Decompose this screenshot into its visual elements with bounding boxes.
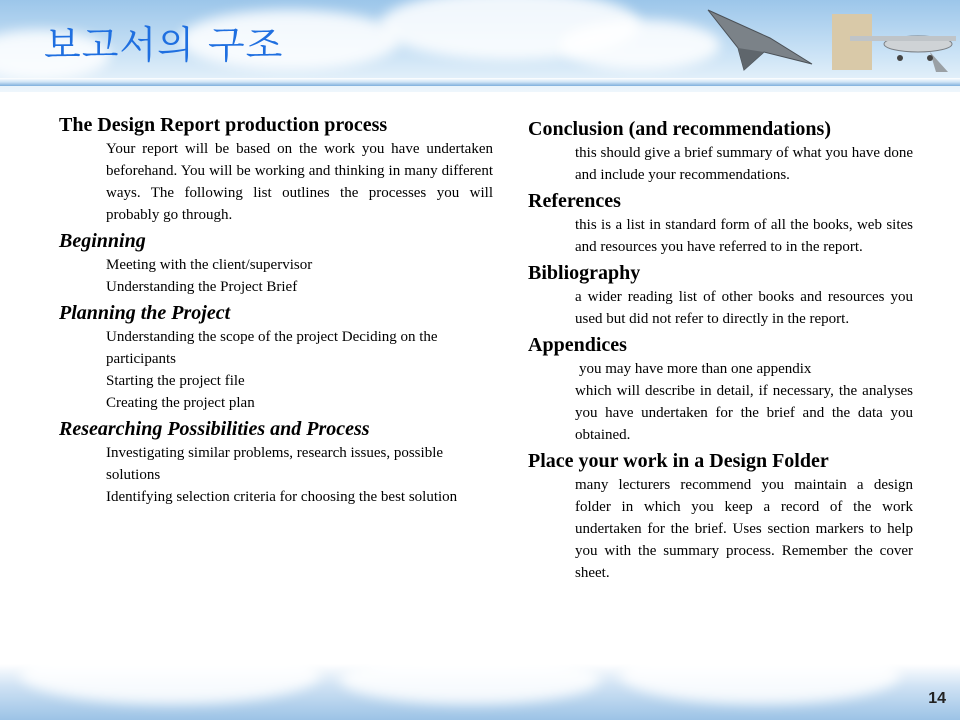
list-item: Creating the project plan: [106, 395, 255, 411]
section-heading: Appendices: [528, 334, 627, 356]
section-heading: Planning the Project: [59, 302, 231, 324]
page-title: 보고서의 구조: [44, 23, 284, 67]
list-item: Meeting with the client/supervisor: [106, 257, 313, 273]
list-item: Identifying selection criteria for choosing the best solution: [106, 489, 458, 505]
section-text: Your report will be based on the work you have undertaken beforehand. You will be working and thinking in many different ways. The following list outlines the processes you will probably go through.: [106, 141, 493, 223]
section-heading: Beginning: [59, 230, 146, 252]
section-heading: References: [528, 190, 621, 212]
list-item: Investigating similar problems, research issues, possible solutions: [106, 445, 444, 483]
section-heading: Researching Possibilities and Process: [59, 418, 370, 440]
right-column: [528, 116, 913, 584]
footer-sky-background: [0, 664, 960, 720]
page-number: 14: [928, 690, 946, 707]
section-heading: The Design Report production process: [59, 114, 388, 136]
section-text: which will describe in detail, if necessary, the analyses you have undertaken for the brief and the data you obtained.: [575, 383, 913, 443]
section-heading: Conclusion (and recommendations): [528, 118, 831, 140]
section-text: this should give a brief summary of what you have done and include your recommendations.: [575, 145, 913, 183]
list-item: Understanding the Project Brief: [106, 279, 298, 295]
list-item: you may have more than one appendix: [579, 361, 812, 377]
header-divider: [0, 78, 960, 86]
section-text: this is a list in standard form of all the books, web sites and resources you have referred to in the report.: [575, 217, 913, 255]
list-item: Starting the project file: [106, 373, 245, 389]
section-heading: Bibliography: [528, 262, 641, 284]
stealth-drone-icon: [700, 4, 820, 74]
left-column: [59, 112, 493, 508]
section-heading: Place your work in a Design Folder: [528, 450, 829, 472]
section-text: many lecturers recommend you maintain a design folder in which you keep a record of the work undertaken for the brief. Uses section markers to help you with the summary process. Remember the cover sheet.: [575, 477, 913, 581]
predator-drone-icon: [830, 6, 960, 76]
section-text: a wider reading list of other books and resources you used but did not refer to directly in the report.: [575, 289, 913, 327]
list-item: Understanding the scope of the project Deciding on the participants: [106, 329, 438, 367]
